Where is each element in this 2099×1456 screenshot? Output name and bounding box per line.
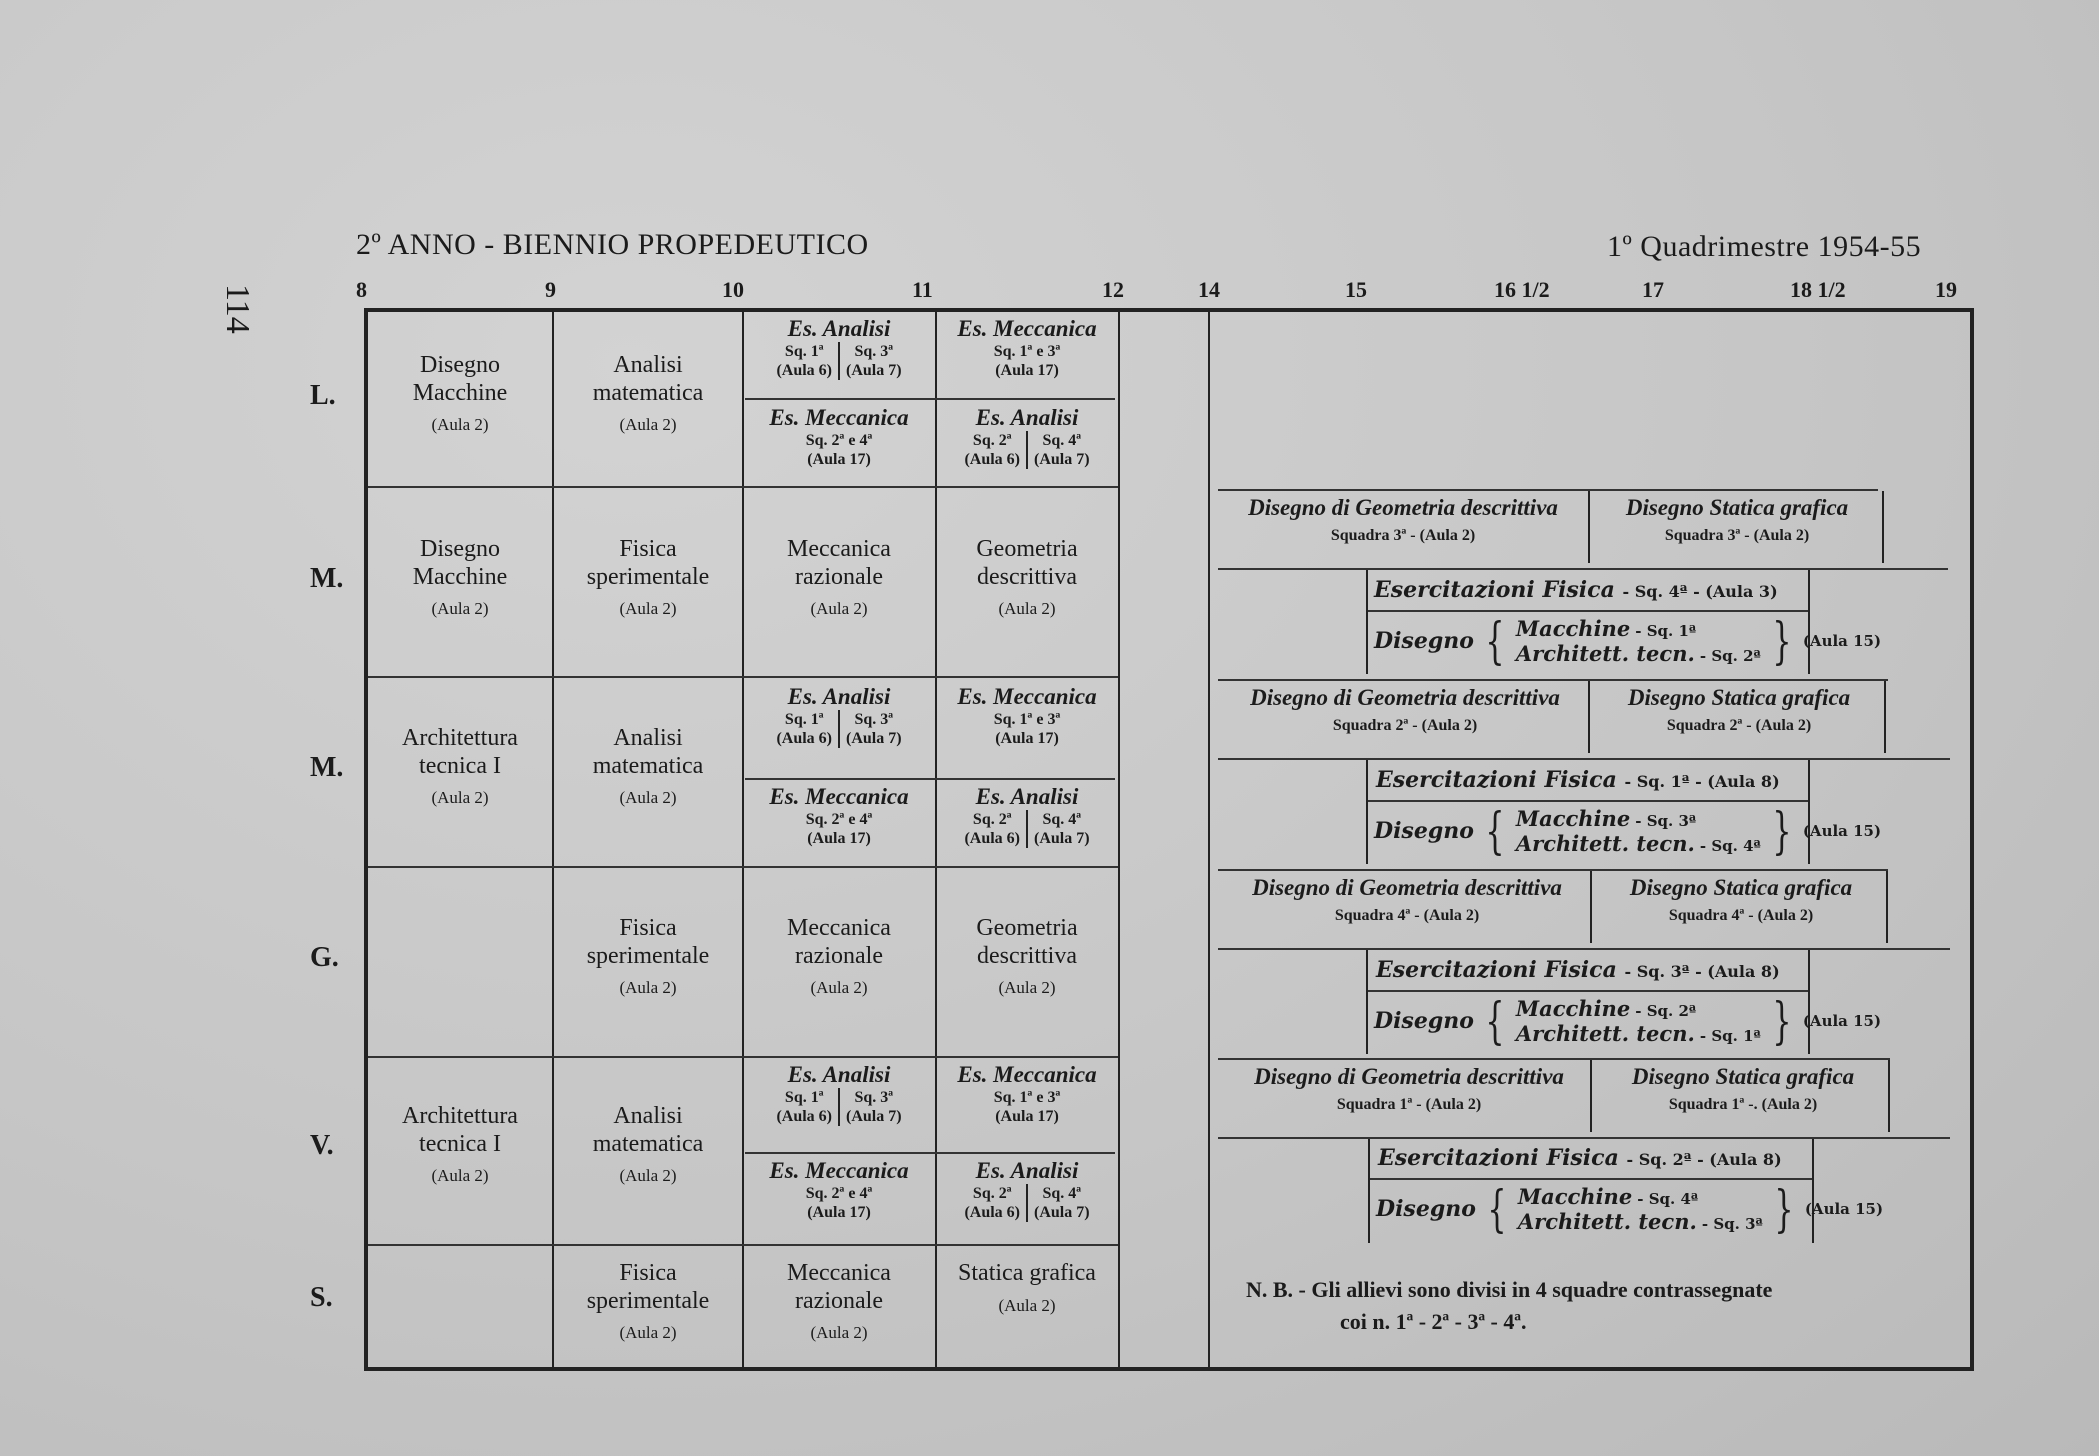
hour-label: 17 (1642, 277, 1664, 302)
squad: Sq. 3ª (854, 343, 894, 360)
lesson-room: (Aula 2) (431, 788, 489, 808)
exercise-block (938, 316, 1116, 380)
lesson-cell (745, 536, 933, 619)
squad: - Sq. 3ª (1635, 812, 1697, 830)
room: (Aula 6) (776, 1108, 832, 1126)
pm-divider (1368, 800, 1808, 802)
lesson-cell (556, 725, 740, 808)
pm-divider (1218, 568, 1948, 570)
squad: Sq. 4ª (1042, 811, 1082, 828)
hour-label: 8 (356, 277, 367, 302)
pm-divider (1366, 760, 1368, 864)
exercise-title: Es. Analisi (787, 684, 891, 709)
room: (Aula 7) (1034, 451, 1090, 469)
pm-sub: Squadra 4ª - (Aula 2) (1668, 907, 1814, 924)
lesson-cell (370, 352, 550, 435)
pm-title: Disegno di Geometria descrittiva (1250, 685, 1560, 710)
statics-drawing (1598, 1064, 1888, 1114)
day-label: M. (310, 563, 344, 594)
pm-title: Esercitazioni Fisica (1374, 577, 1615, 603)
exercise-title: Es. Meccanica (957, 684, 1097, 709)
room: (Aula 15) (1802, 632, 1882, 650)
physics-exercise (1376, 767, 1780, 793)
day-label: L. (310, 380, 336, 411)
hour-label: 9 (545, 277, 556, 302)
drawing-lines (1518, 1184, 1763, 1234)
pm-title: Disegno di Geometria descrittiva (1248, 495, 1558, 520)
physics-exercise (1374, 577, 1778, 603)
day-label: V. (310, 1130, 334, 1161)
exercise-block (938, 684, 1116, 748)
lesson-name: Fisica sperimentale (586, 536, 710, 590)
pm-sub: Squadra 1ª - (Aula 2) (1336, 1096, 1482, 1113)
lesson-name: Meccanica razionale (787, 1260, 891, 1314)
exercise-title: Es. Analisi (787, 1062, 891, 1087)
lesson-name: Meccanica razionale (787, 536, 891, 590)
drawing-subject: Architett. tecn. (1517, 1209, 1697, 1234)
lesson-cell (556, 1260, 740, 1343)
brace-icon: } (1772, 992, 1792, 1050)
lesson-name: Disegno Macchine (412, 352, 508, 406)
lesson-cell (556, 915, 740, 998)
squad: - Sq. 4ª (1637, 1190, 1699, 1208)
lesson-room: (Aula 2) (998, 1295, 1056, 1315)
lesson-cell (370, 536, 550, 619)
room: (Aula 6) (776, 362, 832, 380)
lesson-cell (938, 1260, 1116, 1315)
lesson-room: (Aula 2) (619, 978, 677, 998)
note-line: coi n. 1ª - 2ª - 3ª - 4ª. (1340, 1309, 1527, 1334)
exercise-block (745, 316, 933, 380)
brace-icon: } (1772, 612, 1792, 670)
squad: - Sq. 4ª (1699, 837, 1761, 855)
lesson-room: (Aula 2) (619, 788, 677, 808)
pm-divider (1218, 758, 1950, 760)
pm-divider (1366, 950, 1368, 1054)
squad: - Sq. 1ª (1699, 1027, 1761, 1045)
lesson-room: (Aula 2) (619, 415, 677, 435)
drawing-subject: Architett. tecn. (1515, 1021, 1695, 1046)
pm-divider (1368, 610, 1808, 612)
pm-title: Esercitazioni Fisica (1376, 767, 1617, 793)
exercise-title: Es. Analisi (975, 1158, 1079, 1183)
drawing-subject: Macchine (1515, 996, 1631, 1021)
squad: Sq. 1ª (784, 711, 824, 728)
lesson-name: Fisica sperimentale (586, 1260, 710, 1314)
squad: Sq. 3ª (854, 711, 894, 728)
room: (Aula 17) (807, 1204, 871, 1222)
pm-sub: Squadra 4ª - (Aula 2) (1334, 907, 1480, 924)
room: (Aula 17) (995, 1108, 1059, 1126)
noon-divider (1208, 312, 1210, 1367)
row-divider (368, 1056, 1118, 1058)
exercise-block (745, 405, 933, 469)
pm-title: Esercitazioni Fisica (1378, 1145, 1619, 1171)
room: (Aula 17) (995, 362, 1059, 380)
room: (Aula 7) (1034, 1204, 1090, 1222)
pm-title: Esercitazioni Fisica (1376, 957, 1617, 983)
squad: Sq. 2ª (972, 1185, 1012, 1202)
hour-label: 19 (1935, 277, 1957, 302)
exercise-title: Es. Analisi (787, 316, 891, 341)
geometry-drawing (1224, 1064, 1594, 1114)
lesson-cell (745, 1260, 933, 1343)
statics-drawing (1594, 685, 1884, 735)
lesson-cell (556, 536, 740, 619)
hour-label: 10 (722, 277, 744, 302)
room: (Aula 17) (995, 730, 1059, 748)
note-line: N. B. - Gli allievi sono divisi in 4 squadre contrassegnate (1246, 1277, 1773, 1302)
hour-label: 14 (1198, 277, 1220, 302)
lesson-room: (Aula 2) (431, 1166, 489, 1186)
lesson-cell (938, 536, 1116, 619)
drawing-subject: Architett. tecn. (1515, 831, 1695, 856)
pm-divider (1368, 990, 1808, 992)
lesson-cell (745, 915, 933, 998)
physics-exercise (1376, 957, 1780, 983)
brace-icon: { (1485, 802, 1505, 860)
lesson-name: Architettura tecnica I (402, 725, 518, 779)
brace-icon: } (1772, 802, 1792, 860)
statics-drawing (1592, 495, 1882, 545)
squad: Sq. 1ª (784, 343, 824, 360)
squad: Sq. 2ª e 4ª (805, 432, 873, 449)
drawing-subject: Macchine (1515, 616, 1631, 641)
drawing-group (1376, 1180, 1884, 1238)
squad: Sq. 2ª e 4ª (805, 1185, 873, 1202)
page-title: 2º ANNO - BIENNIO PROPEDEUTICO (356, 228, 869, 261)
room: (Aula 6) (964, 1204, 1020, 1222)
exercise-title: Es. Meccanica (769, 405, 909, 430)
exercise-title: Es. Analisi (975, 405, 1079, 430)
exercise-block (938, 405, 1116, 469)
drawing-group (1374, 612, 1882, 670)
pm-divider (1366, 570, 1368, 674)
col-divider (1118, 312, 1120, 1367)
pm-divider (1218, 1137, 1950, 1139)
exercise-block (745, 1158, 933, 1222)
brace-icon: { (1487, 1180, 1507, 1238)
lesson-room: (Aula 2) (619, 1323, 677, 1343)
room: (Aula 17) (807, 830, 871, 848)
squad: - Sq. 2ª (1635, 1002, 1697, 1020)
brace-icon: { (1485, 612, 1505, 670)
half-divider (745, 398, 1115, 400)
lesson-name: Analisi matematica (592, 1103, 704, 1157)
drawing-group (1374, 992, 1882, 1050)
half-divider (745, 778, 1115, 780)
physics-exercise (1378, 1145, 1782, 1171)
pm-sub: Squadra 2ª - (Aula 2) (1332, 717, 1478, 734)
col-divider (742, 312, 744, 1367)
geometry-drawing (1218, 495, 1588, 545)
hour-label: 15 (1345, 277, 1367, 302)
lesson-cell (556, 1103, 740, 1186)
drawing-lines (1516, 996, 1761, 1046)
pm-title: Disegno (1374, 1008, 1474, 1034)
pm-title: Disegno (1376, 1196, 1476, 1222)
squad: - Sq. 1ª (1635, 622, 1697, 640)
pm-title: Disegno Statica grafica (1625, 495, 1849, 520)
drawing-subject: Architett. tecn. (1515, 641, 1695, 666)
half-divider (745, 1152, 1115, 1154)
day-label: G. (310, 942, 339, 973)
room: (Aula 7) (846, 1108, 902, 1126)
geometry-drawing (1220, 685, 1590, 735)
room: (Aula 15) (1802, 822, 1882, 840)
pm-divider (1218, 948, 1950, 950)
lesson-name: Geometria descrittiva (976, 536, 1078, 590)
lesson-room: (Aula 2) (619, 599, 677, 619)
lesson-room: (Aula 2) (810, 1323, 868, 1343)
hour-label: 18 1/2 (1790, 277, 1846, 302)
room: (Aula 6) (964, 451, 1020, 469)
exercise-title: Es. Meccanica (957, 316, 1097, 341)
drawing-lines (1516, 616, 1761, 666)
row-divider (368, 676, 1118, 678)
lesson-name: Geometria descrittiva (976, 915, 1078, 969)
lesson-cell (370, 1103, 550, 1186)
lesson-name: Meccanica razionale (787, 915, 891, 969)
squad: Sq. 1ª e 3ª (993, 1089, 1061, 1106)
statics-drawing (1596, 875, 1886, 925)
hour-label: 16 1/2 (1494, 277, 1550, 302)
lesson-cell (938, 915, 1116, 998)
exercise-title: Es. Analisi (975, 784, 1079, 809)
exercise-block (745, 784, 933, 848)
pm-title: Disegno di Geometria descrittiva (1254, 1064, 1564, 1089)
squad: Sq. 2ª (972, 432, 1012, 449)
room: (Aula 17) (807, 451, 871, 469)
pm-sub: Squadra 2ª - (Aula 2) (1666, 717, 1812, 734)
drawing-lines (1516, 806, 1761, 856)
lesson-room: (Aula 2) (431, 415, 489, 435)
room: (Aula 6) (964, 830, 1020, 848)
pm-sub: - Sq. 4ª - (Aula 3) (1622, 582, 1778, 601)
lesson-room: (Aula 2) (431, 599, 489, 619)
exercise-block (745, 1062, 933, 1126)
brace-icon: { (1485, 992, 1505, 1050)
col-divider (935, 312, 937, 1367)
pm-title: Disegno Statica grafica (1631, 1064, 1855, 1089)
room: (Aula 7) (846, 362, 902, 380)
squad: Sq. 2ª e 4ª (805, 811, 873, 828)
room: (Aula 15) (1802, 1012, 1882, 1030)
hour-label: 11 (912, 277, 933, 302)
squad: Sq. 1ª e 3ª (993, 711, 1061, 728)
page-number: 114 (219, 284, 256, 334)
drawing-subject: Macchine (1515, 806, 1631, 831)
lesson-name: Fisica sperimentale (586, 915, 710, 969)
day-label: S. (310, 1282, 333, 1313)
exercise-block (938, 784, 1116, 848)
room: (Aula 15) (1804, 1200, 1884, 1218)
squad: - Sq. 3ª (1701, 1215, 1763, 1233)
row-divider (368, 866, 1118, 868)
lesson-name: Disegno Macchine (412, 536, 508, 590)
exercise-block (938, 1062, 1116, 1126)
exercise-block (745, 684, 933, 748)
lesson-name: Analisi matematica (592, 352, 704, 406)
pm-sub: - Sq. 1ª - (Aula 8) (1624, 772, 1780, 791)
exercise-title: Es. Meccanica (769, 1158, 909, 1183)
drawing-group (1374, 802, 1882, 860)
pm-title: Disegno Statica grafica (1627, 685, 1851, 710)
lesson-name: Statica grafica (958, 1260, 1096, 1286)
lesson-room: (Aula 2) (810, 978, 868, 998)
room: (Aula 7) (846, 730, 902, 748)
row-divider (368, 486, 1118, 488)
pm-title: Disegno (1374, 628, 1474, 654)
pm-divider (1368, 1139, 1370, 1243)
lesson-room: (Aula 2) (619, 1166, 677, 1186)
lesson-name: Architettura tecnica I (402, 1103, 518, 1157)
lesson-room: (Aula 2) (998, 978, 1056, 998)
squad: Sq. 4ª (1042, 1185, 1082, 1202)
lesson-name: Analisi matematica (592, 725, 704, 779)
row-divider (368, 1244, 1118, 1246)
lesson-cell (556, 352, 740, 435)
drawing-subject: Macchine (1517, 1184, 1633, 1209)
pm-sub: - Sq. 2ª - (Aula 8) (1626, 1150, 1782, 1169)
exercise-title: Es. Meccanica (957, 1062, 1097, 1087)
pm-title: Disegno Statica grafica (1629, 875, 1853, 900)
exercise-title: Es. Meccanica (769, 784, 909, 809)
pm-divider (1370, 1178, 1812, 1180)
pm-sub: Squadra 3ª - (Aula 2) (1330, 527, 1476, 544)
squad: Sq. 3ª (854, 1089, 894, 1106)
pm-sub: - Sq. 3ª - (Aula 8) (1624, 962, 1780, 981)
exercise-block (938, 1158, 1116, 1222)
col-divider (552, 312, 554, 1367)
squad: Sq. 2ª (972, 811, 1012, 828)
lesson-cell (370, 725, 550, 808)
lesson-room: (Aula 2) (998, 599, 1056, 619)
day-label: M. (310, 752, 344, 783)
term-label: 1º Quadrimestre 1954-55 (1607, 230, 1922, 263)
pm-sub: Squadra 3ª - (Aula 2) (1664, 527, 1810, 544)
hour-label: 12 (1102, 277, 1124, 302)
pm-sub: Squadra 1ª -. (Aula 2) (1668, 1096, 1818, 1113)
squad: Sq. 1ª e 3ª (993, 343, 1061, 360)
squad: Sq. 4ª (1042, 432, 1082, 449)
lesson-room: (Aula 2) (810, 599, 868, 619)
room: (Aula 6) (776, 730, 832, 748)
pm-title: Disegno (1374, 818, 1474, 844)
squad: Sq. 1ª (784, 1089, 824, 1106)
pm-title: Disegno di Geometria descrittiva (1252, 875, 1562, 900)
squad: - Sq. 2ª (1699, 647, 1761, 665)
geometry-drawing (1222, 875, 1592, 925)
brace-icon: } (1774, 1180, 1794, 1238)
room: (Aula 7) (1034, 830, 1090, 848)
